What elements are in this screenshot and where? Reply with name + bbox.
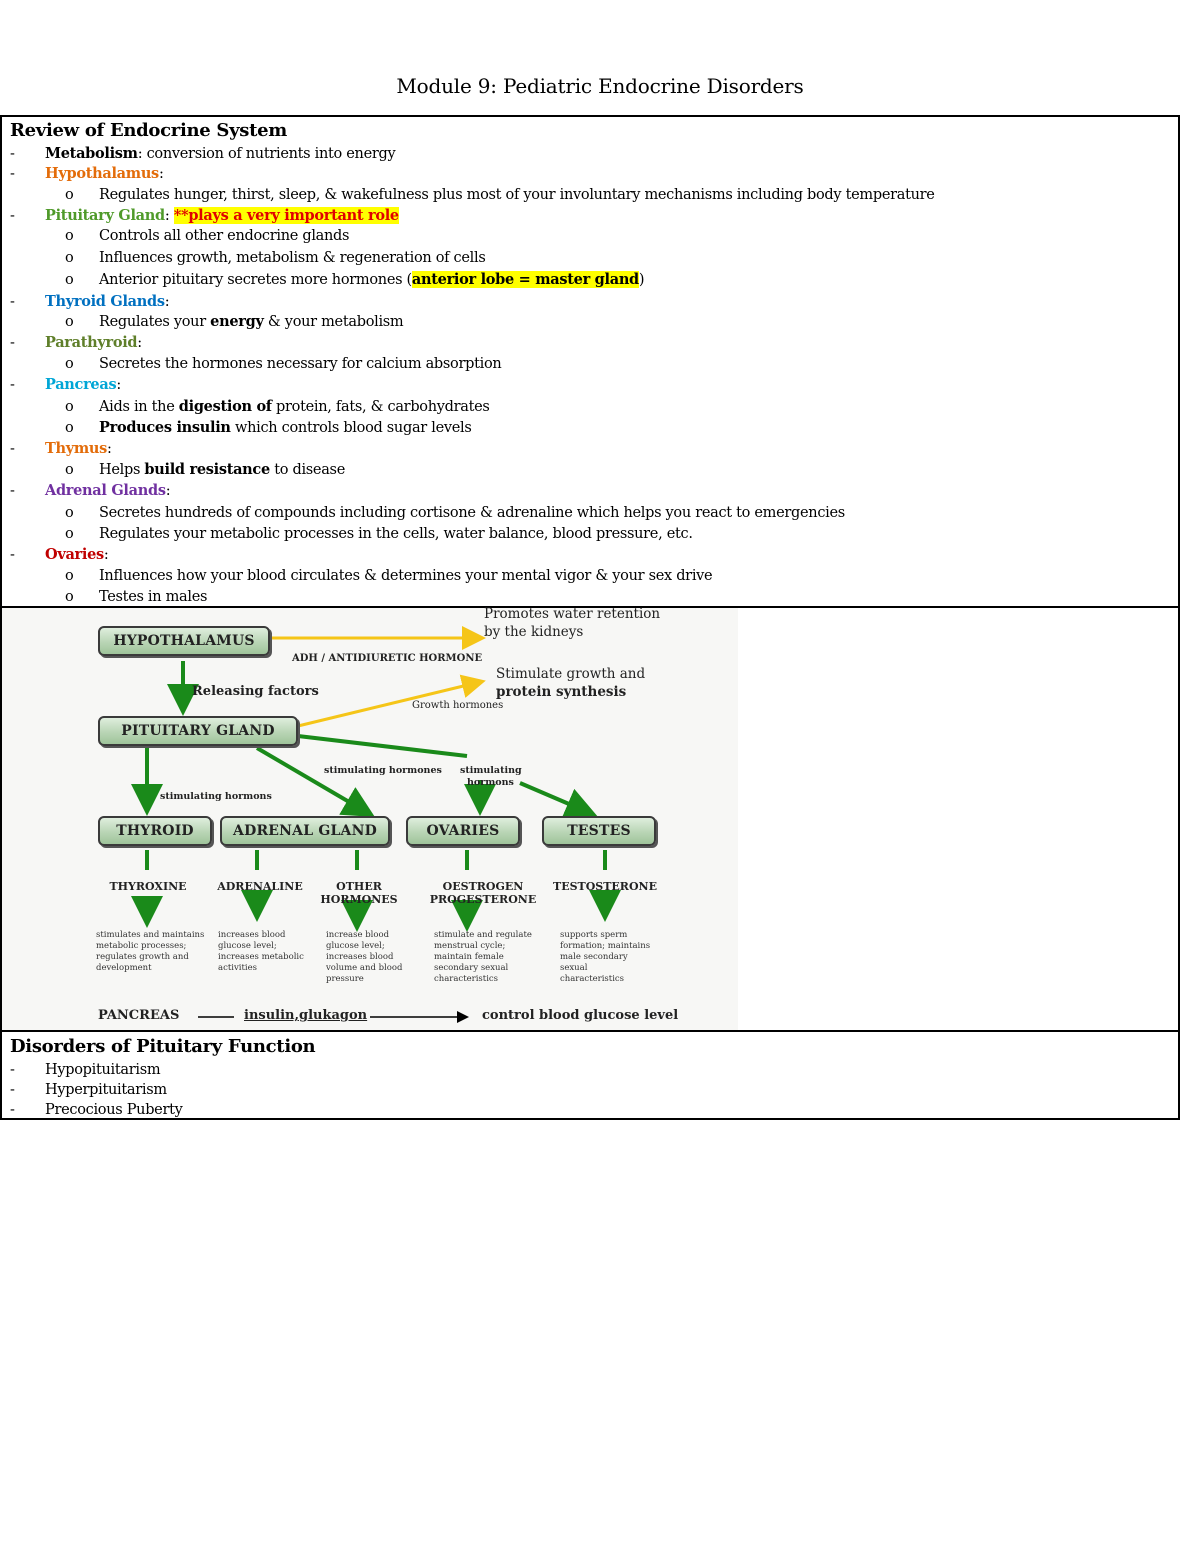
pancreas-sub: Aids in the digestion of protein, fats, & carbohydrates: [99, 398, 490, 415]
bullet-marker: o: [65, 250, 74, 266]
pancreas-item: Pancreas:: [45, 376, 121, 393]
testosterone-label: TESTOSTERONE: [553, 880, 657, 893]
disorder-item: Hyperpituitarism: [45, 1082, 167, 1098]
testes-node: TESTES: [542, 816, 656, 846]
pancreas-label: PANCREAS: [98, 1008, 180, 1023]
dash-marker: -: [10, 377, 15, 393]
thymus-sub: Helps build resistance to disease: [99, 461, 345, 478]
oestrogen-label: OESTROGEN PROGESTERONE: [429, 880, 537, 906]
stim-hormones-mid-label: stimulating hormones: [324, 765, 442, 776]
oestrogen-effect: stimulate and regulate menstrual cycle; maintain female secondary sexual characteristics: [434, 930, 532, 984]
review-heading: Review of Endocrine System: [10, 120, 288, 141]
growth-text-line1: Stimulate growth and: [496, 666, 646, 682]
dash-marker: -: [10, 335, 15, 351]
bullet-marker: o: [65, 420, 74, 436]
growth-text-line2: protein synthesis: [496, 684, 627, 700]
releasing-factors-label: Releasing factors: [192, 684, 319, 699]
pituitary-node: PITUITARY GLAND: [98, 716, 298, 746]
adrenal-node: ADRENAL GLAND: [220, 816, 390, 846]
dash-marker: -: [10, 146, 15, 162]
disorders-section: [0, 1030, 1180, 1120]
stim-hormons-left-label: stimulating hormons: [160, 791, 272, 802]
pituitary-item: Pituitary Gland: **plays a very important role: [45, 207, 399, 224]
growth-hormones-label: Growth hormones: [412, 700, 504, 711]
adrenaline-effect: increases blood glucose level; increases metabolic activities: [218, 930, 304, 973]
thyroid-node: THYROID: [98, 816, 212, 846]
pancreas-sub: Produces insulin which controls blood sugar levels: [99, 419, 472, 436]
to-adrenal-arrow: [257, 748, 368, 813]
glucose-result-label: control blood glucose level: [482, 1008, 679, 1023]
pituitary-branch: [298, 736, 467, 756]
thymus-item: Thymus:: [45, 440, 112, 457]
thyroxine-label: THYROXINE: [109, 880, 187, 893]
disorder-item: Hypopituitarism: [45, 1062, 161, 1078]
dash-marker: -: [10, 1082, 15, 1098]
to-testes-arrow: [520, 783, 590, 813]
parathyroid-sub: Secretes the hormones necessary for calcium absorption: [99, 356, 502, 372]
bullet-marker: o: [65, 399, 74, 415]
other-effect: increase blood glucose level; increases blood volume and blood pressure: [326, 930, 403, 984]
dash-marker: -: [10, 294, 15, 310]
dash-marker: -: [10, 208, 15, 224]
testosterone-effect: supports sperm formation; maintains male secondary sexual characteristics: [560, 930, 651, 984]
bullet-marker: o: [65, 272, 74, 288]
adrenal-item: Adrenal Glands:: [45, 482, 171, 499]
pituitary-sub: Anterior pituitary secretes more hormones (anterior lobe = master gland): [99, 271, 645, 288]
ovaries-sub: Influences how your blood circulates & determines your mental vigor & your sex drive: [99, 568, 713, 584]
dash-marker: -: [10, 547, 15, 563]
dash-marker: -: [10, 483, 15, 499]
thyroid-item: Thyroid Glands:: [45, 293, 170, 310]
insulin-label: insulin,glukagon: [244, 1008, 368, 1023]
hypothalamus-node: HYPOTHALAMUS: [98, 626, 270, 656]
bullet-marker: o: [65, 526, 74, 542]
stim-line1-label: stimulating: [460, 765, 522, 776]
disorder-item: Precocious Puberty: [45, 1102, 183, 1118]
dash-marker: -: [10, 441, 15, 457]
bullet-marker: o: [65, 589, 74, 605]
stim-line2-label: hormons: [467, 777, 514, 788]
water-retention-line2: by the kidneys: [484, 624, 584, 640]
bullet-marker: o: [65, 187, 74, 203]
thyroid-sub: Regulates your energy & your metabolism: [99, 313, 404, 330]
dash-marker: -: [10, 1062, 15, 1078]
adrenal-sub: Regulates your metabolic processes in the cells, water balance, blood pressure, etc.: [99, 526, 693, 542]
adrenaline-label: ADRENALINE: [217, 880, 303, 893]
parathyroid-item: Parathyroid:: [45, 334, 142, 351]
dash-marker: -: [10, 1102, 15, 1118]
adrenal-sub: Secretes hundreds of compounds including cortisone & adrenaline which helps you react to emergencies: [99, 505, 845, 521]
hypothalamus-sub: Regulates hunger, thirst, sleep, & wakefulness plus most of your involuntary mechanisms including body temperature: [99, 187, 935, 203]
pituitary-sub: Influences growth, metabolism & regeneration of cells: [99, 250, 486, 266]
bullet-marker: o: [65, 314, 74, 330]
metabolism-item: Metabolism: conversion of nutrients into energy: [45, 145, 396, 162]
endocrine-flow-diagram: [2, 608, 738, 1030]
hypothalamus-item: Hypothalamus:: [45, 165, 164, 182]
bullet-marker: o: [65, 568, 74, 584]
ovaries-node: OVARIES: [406, 816, 520, 846]
bullet-marker: o: [65, 356, 74, 372]
ovaries-item: Ovaries:: [45, 546, 109, 563]
water-retention-line1: Promotes water retention: [484, 606, 661, 622]
ovaries-sub: Testes in males: [99, 589, 208, 605]
page-title: Module 9: Pediatric Endocrine Disorders: [396, 74, 804, 98]
review-section: [0, 115, 1180, 608]
other-hormones-label: OTHER HORMONES: [320, 880, 398, 906]
adh-label: ADH / ANTIDIURETIC HORMONE: [292, 653, 483, 664]
pituitary-sub: Controls all other endocrine glands: [99, 228, 350, 244]
dash-marker: -: [10, 166, 15, 182]
bullet-marker: o: [65, 228, 74, 244]
bullet-marker: o: [65, 505, 74, 521]
thyroxine-effect: stimulates and maintains metabolic processes; regulates growth and development: [96, 930, 205, 973]
bullet-marker: o: [65, 462, 74, 478]
disorders-heading: Disorders of Pituitary Function: [10, 1036, 316, 1057]
